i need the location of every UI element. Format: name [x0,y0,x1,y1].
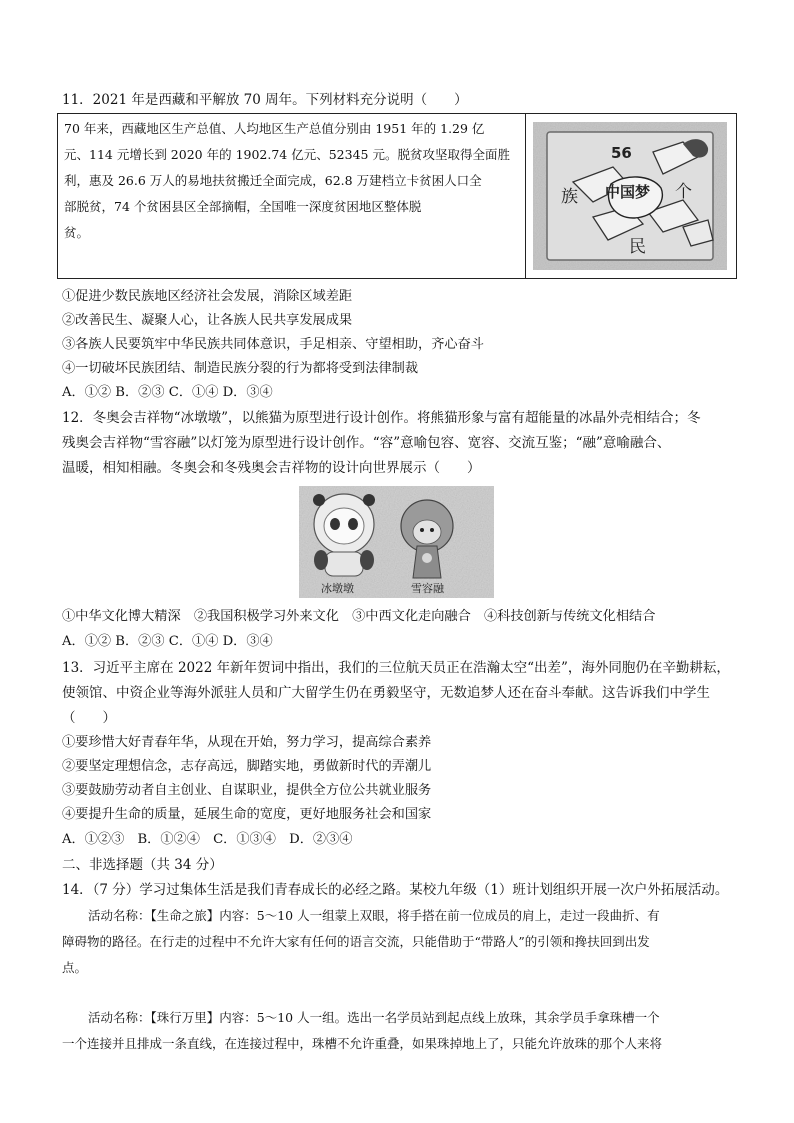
image-label-zu: 族 [561,187,578,207]
q14-activity-line: 活动名称：【生命之旅】内容：5～10 人一组蒙上双眼，将手搭在前一位成员的肩上，走过一段曲折、有 [88,908,660,923]
mascots-image [299,486,494,598]
q11-option-1: ①促进少数民族地区经济社会发展，消除区域差距 [62,289,353,304]
q12-stem-line: 残奥会吉祥物“雪容融”以灯笼为原型进行设计创作。“容”意喻包容、宽容、交流互鉴；“融”意喻融合、 [62,435,671,451]
q14-activity-line: 一个连接并且排成一条直线，在连接过程中，珠槽不允许重叠，如果珠掉地上了，只能允许放珠的那个人来将 [62,1036,663,1051]
q14-activity-line: 活动名称：【珠行万里】内容：5～10 人一组。选出一名学员站到起点线上放珠，其余学员手拿珠槽一个 [88,1010,660,1025]
unity-hands-image [533,122,727,270]
q12-stem-line: 12．冬奥会吉祥物“冰墩墩”，以熊猫为原型进行设计创作。将熊猫形象与富有超能量的冰晶外壳相结合；冬 [62,410,701,426]
image-label-ge: 个 [675,182,692,202]
image-label-56: 56 [611,144,632,162]
q11-material-text [64,116,519,246]
q12-choices: A．①② B．②③ C．①④ D．③④ [62,634,273,649]
q11-material-line: 利，惠及 26.6 万人的易地扶贫搬迁全面完成，62.8 万建档立卡贫困人口全 [64,173,482,188]
q13-option-2: ②要坚定理想信念，志存高远，脚踏实地，勇做新时代的弄潮儿 [62,759,432,774]
q11-material-line: 元、114 元增长到 2020 年的 1902.74 亿元、52345 元。脱贫攻坚取得全面胜 [64,147,510,162]
q11-option-3: ③各族人民要筑牢中华民族共同体意识，手足相亲、守望相助，齐心奋斗 [62,337,484,352]
q11-option-4: ④一切破坏民族团结、制造民族分裂的行为都将受到法律制裁 [62,361,419,376]
mascot-label-shueyrhonrhon: 雪容融 [411,582,444,595]
q14-activity-line: 障碍物的路径。在行走的过程中不允许大家有任何的语言交流，只能借助于“带路人”的引领和搀扶回到出发 [62,934,650,949]
q13-choices: A．①②③ B．①②④ C．①③④ D．②③④ [62,832,353,847]
section-heading: 二、非选择题（共 34 分） [62,857,223,873]
mascot-label-bingdwendwen: 冰墩墩 [321,582,354,595]
q14-activity-line: 点。 [62,960,88,975]
q11-stem: 11．2021 年是西藏和平解放 70 周年。下列材料充分说明（ ） [62,92,468,108]
q11-material-line: 贫。 [64,225,90,240]
q13-stem-line: 13．习近平主席在 2022 年新年贺词中指出，我们的三位航天员正在浩瀚太空“出差”，海外同胞仍在辛勤耕耘， [62,660,730,676]
q13-option-3: ③要鼓励劳动者自主创业、自谋职业，提供全方位公共就业服务 [62,783,432,798]
q11-material-line: 70 年来，西藏地区生产总值、人均地区生产总值分别由 1951 年的 1.29 亿 [64,121,485,136]
q13-stem-line: 使领馆、中资企业等海外派驻人员和广大留学生仍在勇毅坚守，无数追梦人还在奋斗奉献。这告诉我们中学生 [62,685,710,701]
q11-material-line: 部脱贫，74 个贫困县区全部摘帽，全国唯一深度贫困地区整体脱 [64,199,422,214]
q13-option-1: ①要珍惜大好青春年华，从现在开始，努力学习，提高综合素养 [62,735,432,750]
q14-stem: 14．（7 分）学习过集体生活是我们青春成长的必经之路。某校九年级（1）班计划组织开展一次户外拓展活动。 [62,882,729,898]
table-divider [525,114,526,278]
q11-choices: A．①② B．②③ C．①④ D．③④ [62,385,273,400]
q13-option-4: ④要提升生命的质量，延展生命的宽度，更好地服务社会和国家 [62,807,432,822]
q12-options: ①中华文化博大精深 ②我国积极学习外来文化 ③中西文化走向融合 ④科技创新与传统文化相结合 [62,609,656,624]
image-label-min: 民 [629,237,646,257]
q13-stem-line: （ ） [62,710,116,726]
q11-option-2: ②改善民生、凝聚人心，让各族人民共享发展成果 [62,313,353,328]
image-label-dream: 中国梦 [605,183,651,201]
q12-stem-line: 温暖，相知相融。冬奥会和冬残奥会吉祥物的设计向世界展示（ ） [62,460,481,476]
